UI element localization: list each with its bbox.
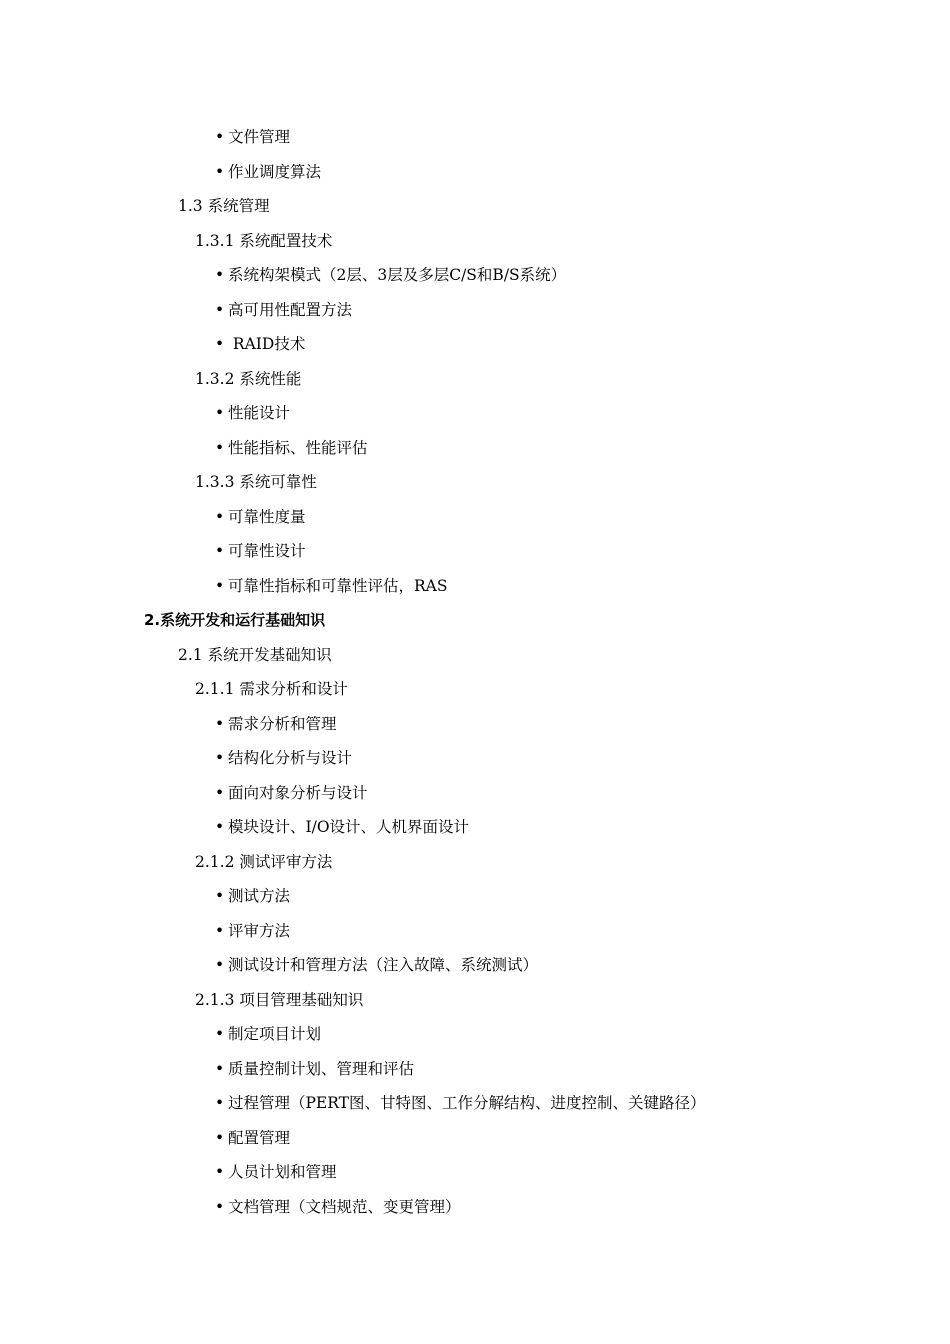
bullet-icon: • <box>215 300 225 319</box>
bullet-item <box>215 1059 414 1079</box>
bullet-item <box>215 748 352 768</box>
bullet-icon: • <box>215 783 225 802</box>
line-text: 过程管理（PERT图、甘特图、工作分解结构、进度控制、关键路径） <box>228 1094 706 1112</box>
bullet-item <box>215 576 447 596</box>
bullet-icon: • <box>215 921 225 940</box>
bullet-item <box>215 127 290 147</box>
subsection-heading <box>195 369 301 389</box>
bullet-item <box>215 1128 290 1148</box>
line-text: 需求分析和管理 <box>228 714 337 733</box>
line-text: 制定项目计划 <box>228 1025 322 1043</box>
line-text: 人员计划和管理 <box>228 1163 337 1181</box>
bullet-item <box>215 541 306 561</box>
line-text: 文件管理 <box>228 128 291 146</box>
line-text: 系统构架模式（2层、3层及多层C/S和B/S系统） <box>228 266 567 284</box>
line-text: 1.3.3 系统可靠性 <box>195 473 317 491</box>
bullet-item <box>215 265 566 285</box>
line-text: 1.3.1 系统配置技术 <box>195 231 333 250</box>
bullet-icon: • <box>215 818 225 836</box>
line-text: RAID技术 <box>228 335 306 353</box>
subsection-heading <box>178 645 332 665</box>
line-text: 评审方法 <box>228 921 291 940</box>
bullet-item <box>215 300 352 320</box>
bullet-icon: • <box>215 576 225 595</box>
bullet-item <box>215 714 337 734</box>
subsection-heading <box>195 852 332 872</box>
line-text: 可靠性指标和可靠性评估，RAS <box>228 576 448 595</box>
line-text: 作业调度算法 <box>228 162 322 181</box>
bullet-item <box>215 955 538 975</box>
bullet-icon: • <box>215 749 225 767</box>
section-heading <box>144 610 325 630</box>
bullet-item <box>215 162 321 182</box>
line-text: 性能设计 <box>228 404 291 422</box>
line-text: 文档管理（文档规范、变更管理） <box>228 1197 461 1216</box>
bullet-item <box>215 403 290 423</box>
bullet-icon: • <box>215 542 225 560</box>
bullet-icon: • <box>215 266 225 284</box>
line-text: 可靠性设计 <box>228 542 306 560</box>
bullet-icon: • <box>215 1025 225 1043</box>
line-text: 2.1.3 项目管理基础知识 <box>195 990 364 1009</box>
line-text: 2.1.1 需求分析和设计 <box>195 680 348 698</box>
bullet-item <box>215 334 305 354</box>
line-text: 2.1.2 测试评审方法 <box>195 852 333 871</box>
bullet-item <box>215 817 469 837</box>
bullet-icon: • <box>215 438 225 457</box>
bullet-icon: • <box>215 335 225 353</box>
bullet-item <box>215 783 368 803</box>
line-text: 测试设计和管理方法（注入故障、系统测试） <box>228 956 539 974</box>
bullet-item <box>215 438 368 458</box>
subsection-heading <box>195 472 317 492</box>
bullet-item <box>215 1197 461 1217</box>
subsection-heading <box>178 196 270 216</box>
bullet-icon: • <box>215 162 225 181</box>
bullet-icon: • <box>215 1128 225 1147</box>
line-text: 模块设计、I/O设计、人机界面设计 <box>228 818 470 836</box>
line-text: 1.3.2 系统性能 <box>195 369 302 388</box>
bullet-icon: • <box>215 956 225 974</box>
bullet-item <box>215 1162 337 1182</box>
line-text: 测试方法 <box>228 887 291 905</box>
bullet-icon: • <box>215 1163 225 1181</box>
line-text: 质量控制计划、管理和评估 <box>228 1059 415 1078</box>
bullet-icon: • <box>215 128 225 146</box>
bullet-item <box>215 1024 321 1044</box>
bullet-icon: • <box>215 507 225 526</box>
line-text: 性能指标、性能评估 <box>228 438 368 457</box>
bullet-icon: • <box>215 404 225 422</box>
subsection-heading <box>195 679 348 699</box>
line-text: 面向对象分析与设计 <box>228 783 368 802</box>
line-text: 1.3 系统管理 <box>178 197 270 215</box>
subsection-heading <box>195 231 332 251</box>
line-text: 2.系统开发和运行基础知识 <box>144 611 326 629</box>
line-text: 结构化分析与设计 <box>228 749 353 767</box>
bullet-item <box>215 507 306 527</box>
bullet-item <box>215 886 290 906</box>
subsection-heading <box>195 990 363 1010</box>
line-text: 可靠性度量 <box>228 507 306 526</box>
bullet-icon: • <box>215 1197 225 1216</box>
line-text: 2.1 系统开发基础知识 <box>178 645 332 664</box>
bullet-icon: • <box>215 1059 225 1078</box>
bullet-icon: • <box>215 1094 225 1112</box>
line-text: 配置管理 <box>228 1128 291 1147</box>
bullet-item <box>215 921 290 941</box>
bullet-icon: • <box>215 714 225 733</box>
line-text: 高可用性配置方法 <box>228 300 353 319</box>
bullet-icon: • <box>215 887 225 905</box>
bullet-item <box>215 1093 705 1113</box>
